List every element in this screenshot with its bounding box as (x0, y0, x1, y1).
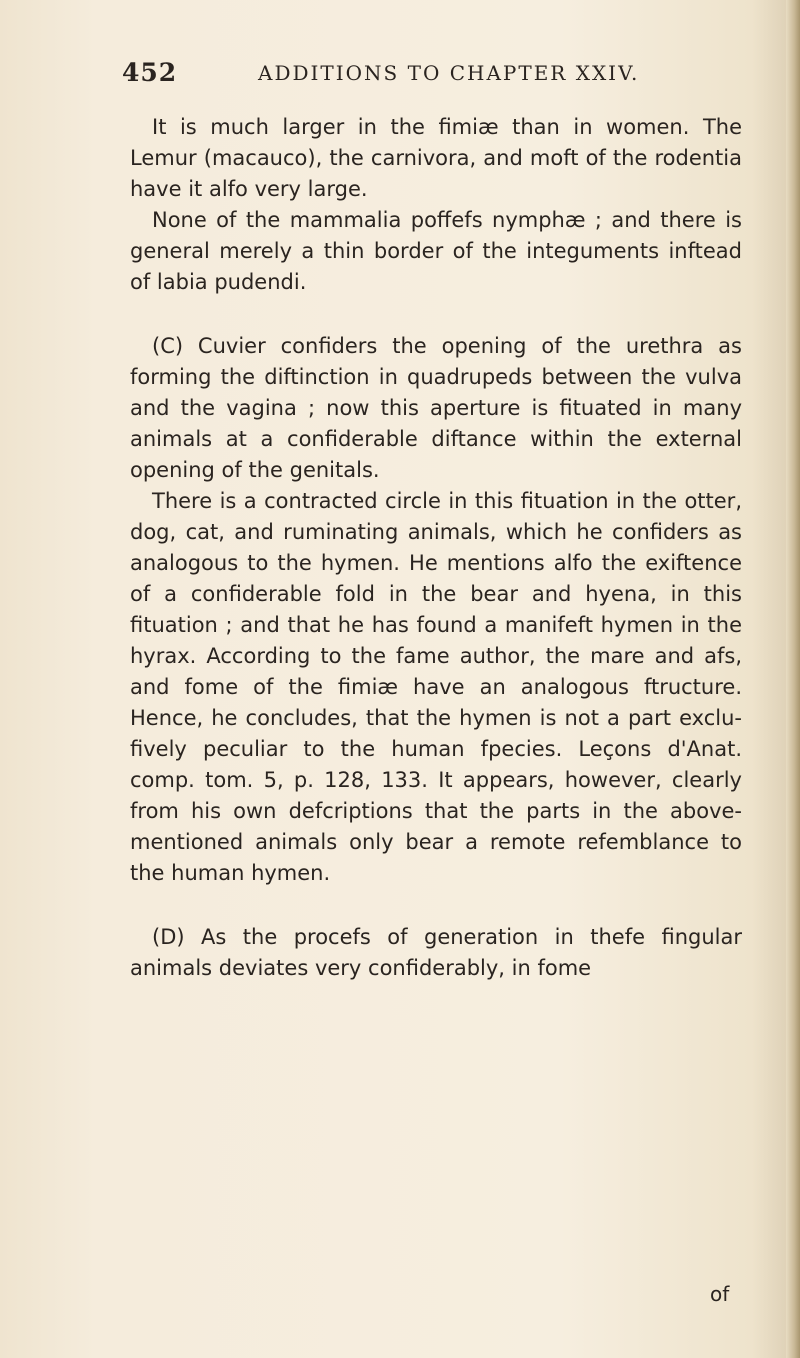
paragraph-5: (D) As the procefs of generation in thefe fingular animals deviates very confiderably, in fome (130, 925, 742, 980)
catchword: of (710, 1282, 730, 1306)
paragraph-gap (130, 298, 742, 331)
paragraph-gap (130, 889, 742, 922)
page-number: 452 (122, 58, 178, 87)
page-header (0, 58, 800, 88)
page-body (130, 112, 742, 984)
paragraph-4: There is a contracted circle in this fituation in the otter, dog, cat, and ruminating animals, which he confiders as analogous to the hymen. He mentions alfo the exiftence of a confiderable fold in the bear and hyena, in this fituation ; and that he has found a manifeft hymen in the hyrax. According to the fame author, the mare and afs, and fome of the fimiæ have an analogous ftructure. Hence, he concludes, that the hymen is not a part exclufively peculiar to the human fpecies. Leçons d'Anat. comp. tom. 5, p. 128, 133. It appears, however, clearly from his own defcriptions that the parts in the above-mentioned animals only bear a remote refemblance to the human hymen. (130, 489, 742, 885)
paragraph-1: It is much larger in the fimiæ than in women. The Lemur (macauco), the carnivora, and moft of the rodentia have it alfo very large. (130, 115, 742, 201)
running-head: ADDITIONS TO CHAPTER XXIV. (258, 61, 640, 85)
paragraph-3: (C) Cuvier confiders the opening of the urethra as forming the diftinction in quadrupeds between the vulva and the vagina ; now this aperture is fituated in many animals at a confiderable diftance within the external opening of the genitals. (130, 334, 742, 482)
paragraph-2: None of the mammalia poffefs nymphæ ; and there is general merely a thin border of the integuments inftead of labia pudendi. (130, 208, 742, 294)
page-edge (786, 0, 800, 1358)
